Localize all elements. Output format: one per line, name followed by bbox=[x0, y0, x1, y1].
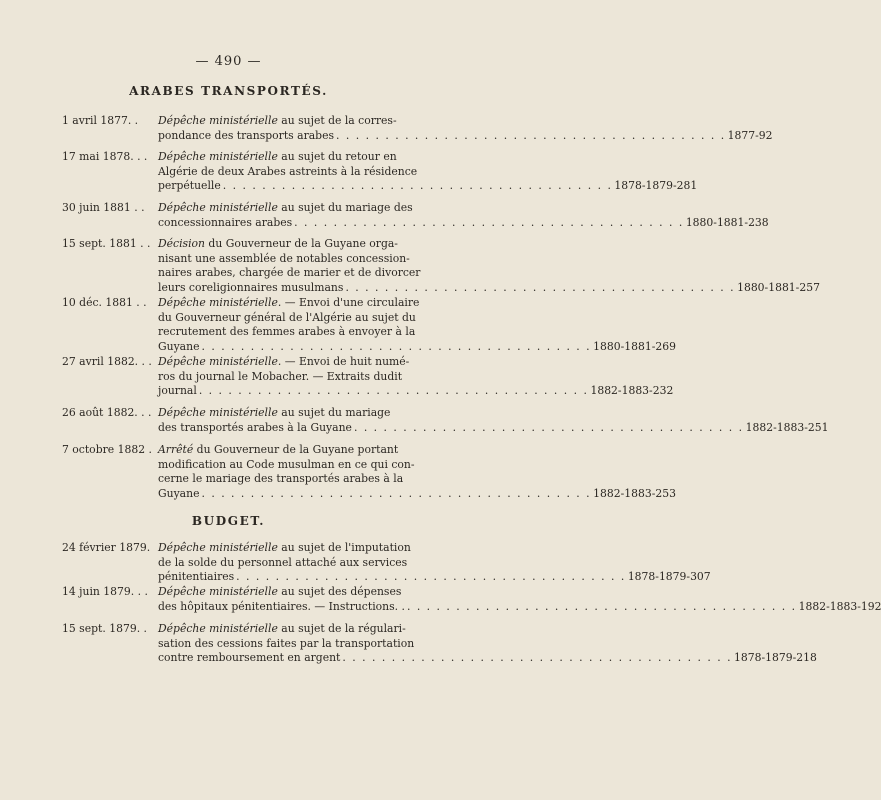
entry-text-line: Dépêche ministérielle. — Envoi de huit numé- bbox=[158, 355, 410, 368]
entry-text-line: Algérie de deux Arabes astreints à la résidence bbox=[158, 164, 418, 178]
entry-date: 1 avril 1877. . bbox=[62, 114, 139, 127]
entry-reference: 1880-1881-269 bbox=[593, 339, 676, 353]
entry-reference: 1878-1879-218 bbox=[734, 651, 817, 665]
leader-dots: . . . . . . . . . . . . . . . . . . . . . . . . . . . . . . . . . . . . . . . . bbox=[201, 339, 592, 353]
section-title-budget: BUDGET. bbox=[191, 514, 266, 528]
entry-date: 14 juin 1879. . . bbox=[62, 585, 148, 598]
entry-text-line: Dépêche ministérielle au sujet du mariage bbox=[158, 406, 391, 419]
entry-body bbox=[158, 150, 698, 194]
entry-text: concessionnaires arabes bbox=[158, 215, 293, 229]
entry-body bbox=[158, 355, 674, 399]
entry-kind: Dépêche ministérielle. bbox=[158, 296, 282, 309]
entry-kind: Dépêche ministérielle bbox=[158, 622, 278, 635]
entry-text-line: recrutement des femmes arabes à envoyer à la bbox=[158, 325, 416, 339]
entry-reference: 1880-1881-238 bbox=[685, 215, 769, 229]
entry-last-line bbox=[158, 384, 674, 399]
entry-reference: 1878-1879-307 bbox=[627, 570, 711, 584]
entry-reference: 1880-1881-257 bbox=[737, 280, 820, 294]
entry-kind: Dépêche ministérielle bbox=[158, 201, 278, 214]
entry-date: 10 déc. 1881 . . bbox=[62, 296, 147, 309]
entry-last-line bbox=[158, 599, 881, 615]
entry-last-line bbox=[158, 128, 773, 144]
leader-dots: . . . . . . . . . . . . . . . . . . . . . . . . . . . . . . . . . . . . . . . . bbox=[294, 215, 684, 229]
entry-kind: Dépêche ministérielle bbox=[158, 150, 278, 163]
entry-date: 17 mai 1878. . . bbox=[62, 150, 148, 163]
entry-kind: Dépêche ministérielle bbox=[158, 114, 278, 127]
entry-date: 15 sept. 1881 . . bbox=[62, 237, 151, 250]
entry-reference: 1877-92 bbox=[727, 128, 773, 142]
entry-body bbox=[158, 296, 676, 354]
entry-kind: Dépêche ministérielle bbox=[158, 541, 278, 554]
entry-text: pondance des transports arabes bbox=[158, 128, 335, 142]
entry-last-line bbox=[158, 570, 711, 585]
entry-date: 27 avril 1882. . . bbox=[62, 355, 152, 368]
entry-body bbox=[158, 237, 820, 295]
entry-text-line: Dépêche ministérielle. — Envoi d'une circulaire bbox=[158, 296, 420, 309]
entry-reference: 1882-1883-251 bbox=[745, 420, 829, 434]
entry-body bbox=[158, 406, 829, 435]
entry-reference: 1882-1883-253 bbox=[593, 486, 676, 500]
entry-text: Guyane bbox=[158, 339, 200, 353]
entry-kind: Décision bbox=[158, 237, 205, 250]
entry-text-line: du Gouverneur général de l'Algérie au sujet du bbox=[158, 310, 416, 324]
entry-text-line: Décision du Gouverneur de la Guyane orga- bbox=[158, 237, 398, 250]
entry-kind: Dépêche ministérielle. bbox=[158, 355, 282, 368]
entry-text-line: ros du journal le Mobacher. — Extraits dudit bbox=[158, 369, 403, 383]
leader-dots: . . . . . . . . . . . . . . . . . . . . . . . . . . . . . . . . . . . . . . . . bbox=[198, 384, 589, 398]
leader-dots: . . . . . . . . . . . . . . . . . . . . . . . . . . . . . . . . . . . . . . . . bbox=[342, 651, 733, 665]
entry-text: Guyane bbox=[158, 486, 200, 500]
entry-text-line: nisant une assemblée de notables concession- bbox=[158, 251, 410, 265]
leader-dots: . . . . . . . . . . . . . . . . . . . . . . . . . . . . . . . . . . . . . . . . bbox=[222, 179, 613, 193]
entry-text-line: Dépêche ministérielle au sujet du mariage des bbox=[158, 201, 413, 214]
leader-dots: . . . . . . . . . . . . . . . . . . . . . . . . . . . . . . . . . . . . . . . . bbox=[406, 599, 797, 613]
entry-kind: Dépêche ministérielle bbox=[158, 406, 278, 419]
leader-dots: . . . . . . . . . . . . . . . . . . . . . . . . . . . . . . . . . . . . . . . . bbox=[201, 486, 592, 500]
entry-last-line bbox=[158, 215, 769, 231]
entry-reference: 1878-1879-281 bbox=[614, 179, 698, 193]
entry-text-line: Dépêche ministérielle au sujet des dépenses bbox=[158, 585, 402, 598]
entry-text-line: cerne le mariage des transportés arabes à la bbox=[158, 472, 404, 486]
entry-text-line: naires arabes, chargée de marier et de divorcer bbox=[158, 266, 421, 280]
entry-last-line bbox=[158, 339, 676, 355]
entry-date: 24 février 1879. bbox=[62, 541, 151, 554]
entry-last-line bbox=[158, 179, 698, 194]
entry-body bbox=[158, 585, 881, 614]
entry-date: 15 sept. 1879. . bbox=[62, 622, 147, 635]
entry-text-line: modification au Code musulman en ce qui con- bbox=[158, 457, 415, 471]
entry-text: perpétuelle bbox=[158, 179, 221, 193]
entry-last-line bbox=[158, 486, 676, 502]
entry-date: 30 juin 1881 . . bbox=[62, 201, 145, 214]
leader-dots: . . . . . . . . . . . . . . . . . . . . . . . . . . . . . . . . . . . . . . . . bbox=[236, 570, 626, 584]
entry-text: des hôpitaux pénitentiaires. — Instructions. . bbox=[158, 599, 405, 613]
leader-dots: . . . . . . . . . . . . . . . . . . . . . . . . . . . . . . . . . . . . . . . . bbox=[353, 420, 744, 434]
entry-text: pénitentiaires bbox=[158, 570, 235, 584]
entry-text-line: sation des cessions faites par la transportation bbox=[158, 636, 415, 650]
entry-text-line: Dépêche ministérielle au sujet de la corres- bbox=[158, 114, 397, 127]
entry-text-line: de la solde du personnel attaché aux services bbox=[158, 555, 408, 569]
page-number: — 490 — bbox=[195, 54, 262, 69]
entry-text-line: Dépêche ministérielle au sujet de la régulari- bbox=[158, 622, 406, 635]
leader-dots: . . . . . . . . . . . . . . . . . . . . . . . . . . . . . . . . . . . . . . . . bbox=[345, 280, 736, 294]
entry-body bbox=[158, 622, 817, 666]
entry-text: journal bbox=[158, 384, 197, 398]
entry-text-line: Dépêche ministérielle au sujet du retour en bbox=[158, 150, 397, 163]
entry-date: 26 août 1882. . . bbox=[62, 406, 152, 419]
entry-reference: 1882-1883-232 bbox=[590, 384, 674, 398]
entry-body bbox=[158, 443, 676, 501]
entry-text: leurs coreligionnaires musulmans bbox=[158, 280, 344, 294]
entry-body bbox=[158, 201, 769, 230]
leader-dots: . . . . . . . . . . . . . . . . . . . . . . . . . . . . . . . . . . . . . . . . bbox=[336, 128, 726, 142]
entry-text-line: Dépêche ministérielle au sujet de l'imputation bbox=[158, 541, 411, 554]
entry-last-line bbox=[158, 651, 817, 666]
entry-last-line bbox=[158, 280, 820, 296]
entry-kind: Arrêté bbox=[158, 443, 194, 456]
entry-text: des transportés arabes à la Guyane bbox=[158, 420, 352, 434]
entry-text: contre remboursement en argent bbox=[158, 651, 341, 665]
entry-reference: 1882-1883-192 bbox=[798, 599, 881, 613]
entry-last-line bbox=[158, 420, 829, 436]
entry-text-line: Arrêté du Gouverneur de la Guyane portant bbox=[158, 443, 399, 456]
section-title-arabes: ARABES TRANSPORTÉS. bbox=[129, 84, 328, 98]
entry-kind: Dépêche ministérielle bbox=[158, 585, 278, 598]
entry-date: 7 octobre 1882 . bbox=[62, 443, 152, 456]
entry-body bbox=[158, 541, 711, 585]
entry-body bbox=[158, 114, 773, 143]
